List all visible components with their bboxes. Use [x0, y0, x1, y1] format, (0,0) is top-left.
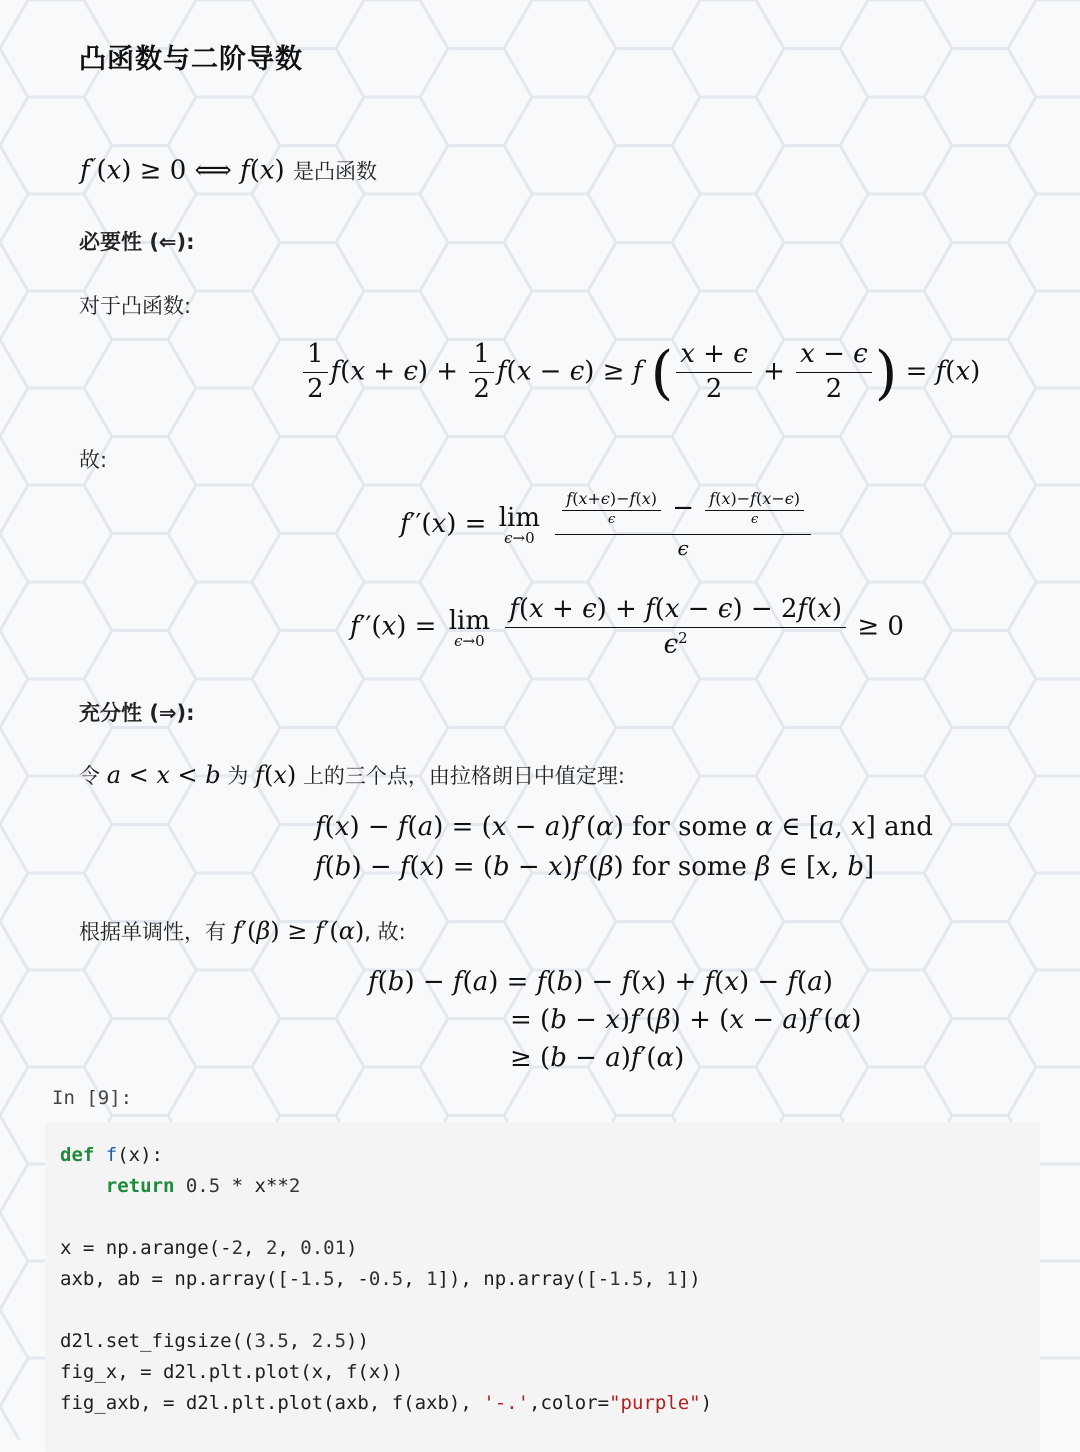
aligned-derivation-line-3: ≥ (b − a)f′(α)	[510, 1043, 685, 1073]
theorem-statement: f′′(x) ≥ 0 ⟺ f(x) 是凸函数	[80, 155, 377, 186]
code-block	[60, 1140, 712, 1419]
intro-post-text: 上的三个点，由拉格朗日中值定理:	[302, 764, 625, 788]
therefore-label: 故:	[79, 448, 108, 472]
code-line-5: axb, ab = np.array([-1.5, -0.5, 1]), np.array([-1.5, 1])	[60, 1268, 701, 1290]
statement-suffix: 是凸函数	[292, 159, 377, 184]
second-derivative-limit-2: f′′(x) = lim ϵ→0 $\frac{f(x + \epsilon) + f(x - \epsilon) - 2f(x)}{\epsilon^2}$ ≥ 0	[350, 594, 904, 660]
for-some-text-1: for some	[632, 812, 748, 842]
code-line-9: fig_axb, = d2l.plt.plot(axb, f(axb), '-.',color="purple")	[60, 1392, 713, 1414]
sufficiency-label: 充分性	[79, 701, 142, 725]
code-line-4: x = np.arange(-2, 2, 0.01)	[60, 1237, 358, 1259]
necessity-label: 必要性	[79, 230, 142, 254]
code-line-2: return 0.5 * x**2	[105, 1175, 301, 1197]
sufficiency-arrow: (⇒):	[149, 701, 195, 725]
second-derivative-limit-1: f′′(x) = lim ϵ→0 $\frac{f(x+\epsilon)-f(x)}{\epsilon}$ − $\frac{f(x)-f(x-\epsilon)}{\epsilon}$ ϵ	[400, 490, 814, 560]
mvt-equation-2: f(b) − f(x) = (b − x)f′(β) for some β ∈ [x, b]	[315, 852, 875, 882]
jensen-inequality: $\frac{1}{2}$ f(x + ϵ) + $\frac{1}{2}$ f(x − ϵ) ≥ f ( $\frac{x + \epsilon}{2}$ + $\frac{x - \epsilon}{2}$ ) = f(x)	[300, 340, 980, 405]
code-line-1: def f(x):	[60, 1144, 163, 1166]
aligned-derivation-line-2: = (b − x)f′(β) + (x − a)f′(α)	[510, 1005, 862, 1035]
cell-prompt: In [9]:	[52, 1087, 133, 1109]
page-title: 凸函数与二阶导数	[79, 44, 303, 75]
necessity-heading	[79, 226, 195, 256]
code-line-8: fig_x, = d2l.plt.plot(x, f(x))	[60, 1361, 404, 1383]
necessity-intro: 对于凸函数:	[79, 294, 192, 318]
sufficiency-heading	[79, 697, 195, 727]
mvt-equation-1: f(x) − f(a) = (x − a)f′(α) for some α ∈ [a, x] and	[315, 812, 933, 842]
necessity-arrow: (⇐):	[149, 230, 195, 254]
monotone-post-text: , 故:	[364, 920, 406, 944]
intro-pre-text: 令	[79, 764, 100, 788]
monotonicity-line: 根据单调性，有 f′(β) ≥ f′(α), 故:	[79, 917, 406, 945]
code-line-3	[60, 1202, 712, 1233]
aligned-derivation-line-1: f(b) − f(a) = f(b) − f(x) + f(x) − f(a)	[368, 967, 833, 997]
and-text: and	[884, 812, 933, 842]
code-line-7: d2l.set_figsize((3.5, 2.5))	[60, 1330, 369, 1352]
for-some-text-2: for some	[631, 852, 747, 882]
sufficiency-intro: 令 a < x < b 为 f(x) 上的三个点，由拉格朗日中值定理:	[79, 761, 625, 789]
code-line-6	[60, 1295, 712, 1326]
monotone-pre-text: 根据单调性，有	[79, 920, 226, 944]
